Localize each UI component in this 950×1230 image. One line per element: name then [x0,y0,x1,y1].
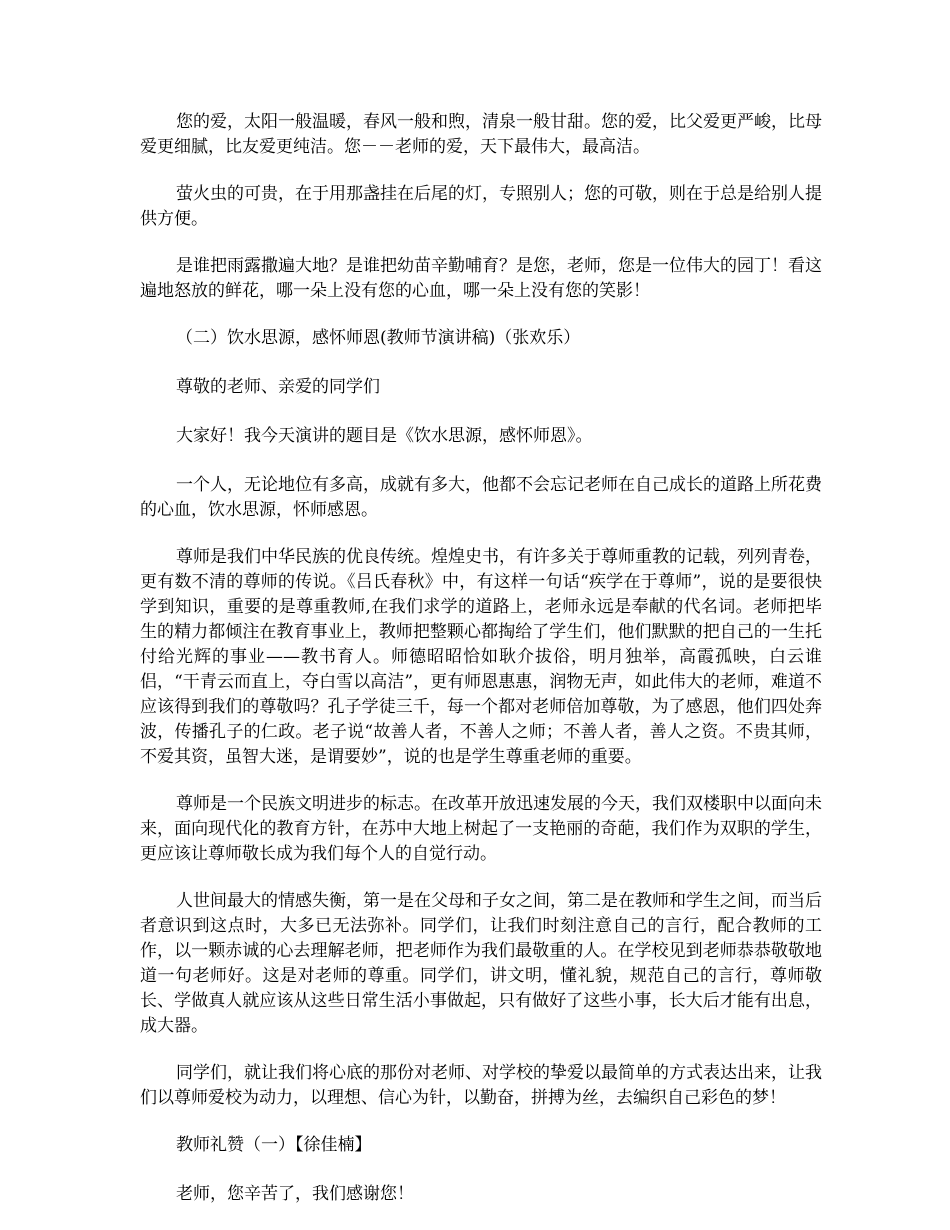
section-heading-tribute: 教师礼赞（一）【徐佳楠】 [176,1135,372,1155]
paragraph-gratitude: 一个人，无论地位有多高，成就有多大，他都不会忘记老师在自己成长的道路上所花费的心血，饮水思源，怀师感恩。 [140,475,822,520]
paragraph-civilization: 尊师是一个民族文明进步的标志。在改革开放迅速发展的今天，我们双楼职中以面向未来，面向现代化的教育方针，在苏中大地上树起了一支艳丽的奇葩，我们作为双职的学生，更应该让尊师敬长成为我们每个人的自觉行动。 [140,794,822,864]
paragraph-thanks: 老师，您辛苦了，我们感谢您！ [176,1184,414,1204]
paragraph-love: 您的爱，太阳一般温暖，春风一般和煦，清泉一般甘甜。您的爱，比父爱更严峻，比母爱更细腻，比友爱更纯洁。您－－老师的爱，天下最伟大，最高洁。 [140,112,822,157]
paragraph-dream: 同学们，就让我们将心底的那份对老师、对学校的挚爱以最简单的方式表达出来，让我们以尊师爱校为动力，以理想、信心为针，以勤奋，拼搏为丝，去编织自己彩色的梦！ [140,1063,822,1108]
section-heading-speech: （二）饮水思源，感怀师恩(教师节演讲稿)（张欢乐） [176,328,581,348]
paragraph-tradition: 尊师是我们中华民族的优良传统。煌煌史书，有许多关于尊师重教的记载，列列青卷，更有数不清的尊师的传说。《吕氏春秋》中，有这样一句话“疾学在于尊师”，说的是要很快学到知识，重要的是尊重教师,在我们求学的道路上，老师永远是奉献的代名词。老师把毕生的精力都倾注在教育事业上，教师把整颗心都掏给了学生们，他们默默的把自己的一生托付给光辉的事业——教书育人。师德昭昭恰如耿介拔俗，明月独举，高霞孤映，白云谁侣，“干青云而直上，夺白雪以高洁”，更有师恩惠惠，润物无声，如此伟大的老师，难道不应该得到我们的尊敬吗？孔子学徒三千，每一个都对老师倍加尊敬，为了感恩，他们四处奔波，传播孔子的仁政。老子说“故善人者，不善人之师；不善人者，善人之资。不贵其师，不爱其资，虽智大迷，是谓要妙”，说的也是学生尊重老师的重要。 [140,547,822,767]
paragraph-greeting: 大家好！我今天演讲的题目是《饮水思源，感怀师恩》。 [176,426,593,446]
paragraph-firefly: 萤火虫的可贵，在于用那盏挂在后尾的灯，专照别人；您的可敬，则在于总是给别人提供方便。 [140,184,822,229]
paragraph-imbalance: 人世间最大的情感失衡，第一是在父母和子女之间，第二是在教师和学生之间，而当后者意识到这点时，大多已无法弥补。同学们，让我们时刻注意自己的言行，配合教师的工作，以一颗赤诚的心去理解老师，把老师作为我们最敬重的人。在学校见到老师恭恭敬敬地道一句老师好。这是对老师的尊重。同学们，讲文明，懂礼貌，规范自己的言行，尊师敬长、学做真人就应该从这些日常生活小事做起，只有做好了这些小事，长大后才能有出息，成大器。 [140,891,822,1036]
paragraph-gardener: 是谁把雨露撒遍大地？是谁把幼苗辛勤哺育？是您，老师，您是一位伟大的园丁！看这遍地怒放的鲜花，哪一朵上没有您的心血，哪一朵上没有您的笑影！ [140,256,822,301]
salutation: 尊敬的老师、亲爱的同学们 [176,377,380,397]
